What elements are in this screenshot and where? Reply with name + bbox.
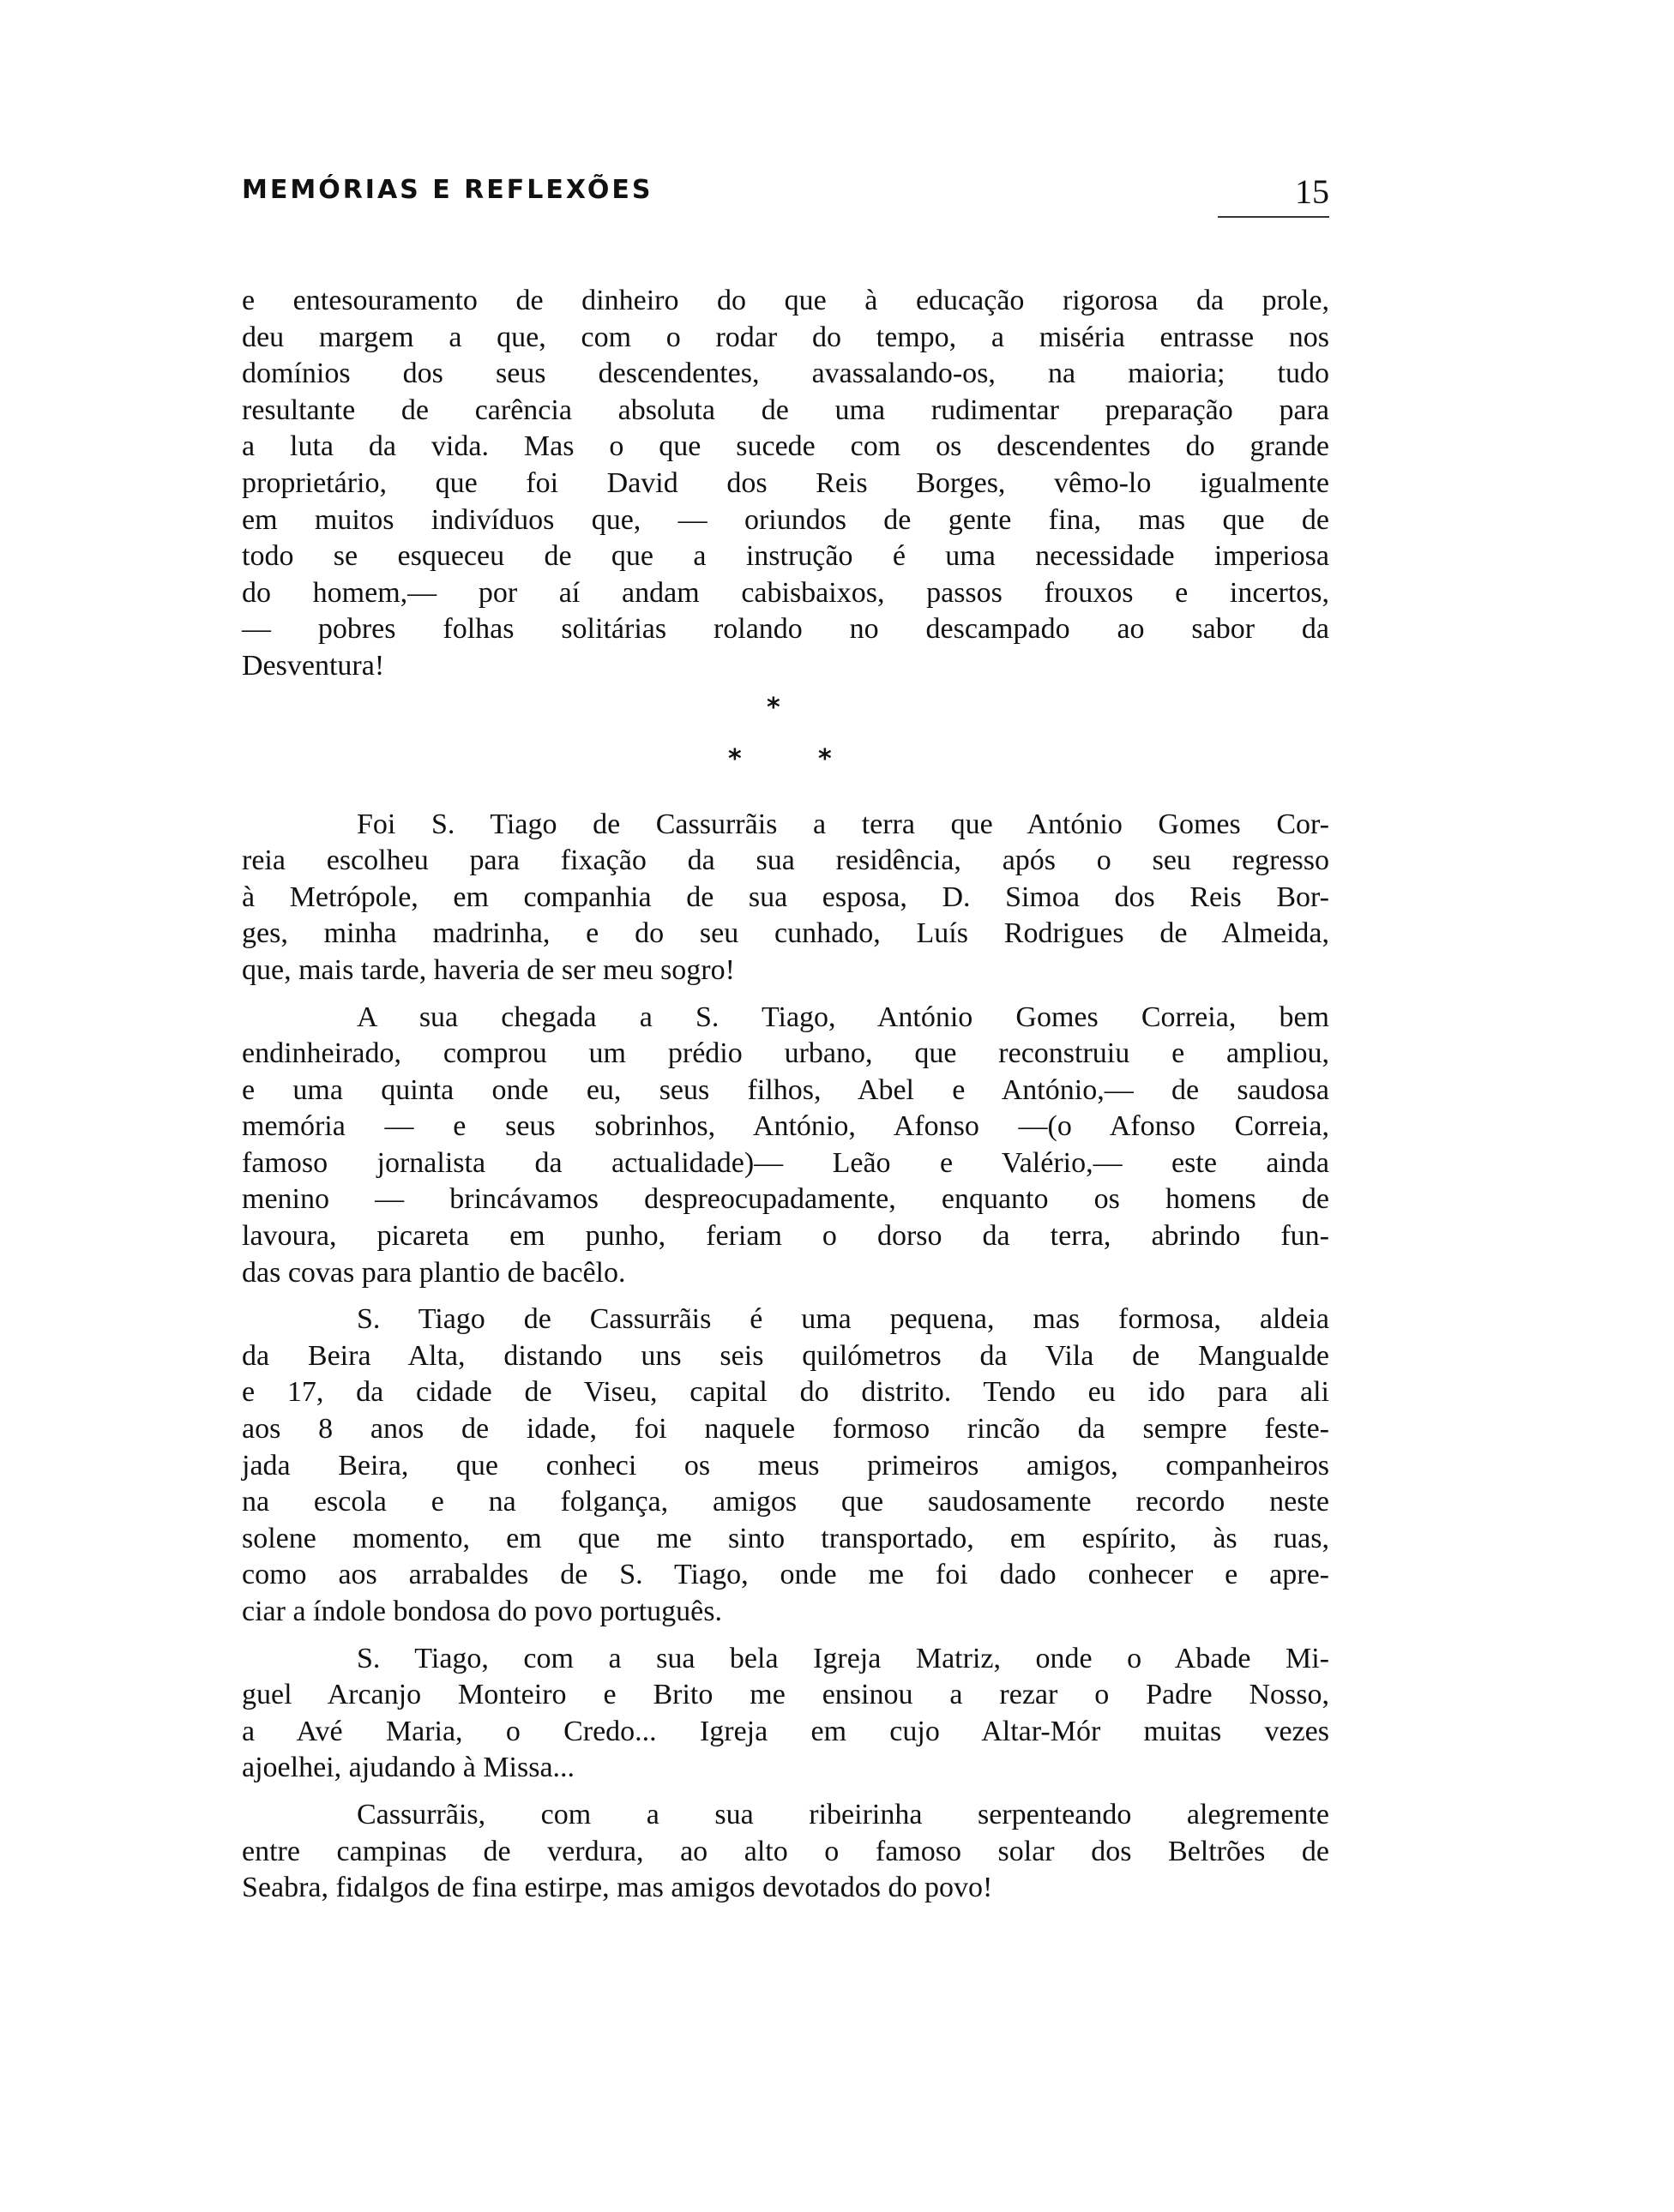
text-line: A sua chegada a S. Tiago, António Gomes Correia, bem bbox=[357, 1001, 1329, 1033]
text-line: ajoelhei, ajudando à Missa... bbox=[242, 1752, 575, 1784]
text-line: aos 8 anos de idade, foi naquele formoso rincão da sempre feste- bbox=[242, 1413, 1329, 1446]
text-line: jada Beira, que conheci os meus primeiros amigos, companheiros bbox=[242, 1449, 1329, 1482]
page-number: 15 bbox=[1295, 172, 1329, 211]
text-line: da Beira Alta, distando uns seis quilómetros da Vila de Mangualde bbox=[242, 1339, 1329, 1372]
paragraph bbox=[242, 1301, 1329, 1630]
text-line: memória — e seus sobrinhos, António, Afonso —(o Afonso Correia, bbox=[242, 1110, 1329, 1143]
paragraph bbox=[242, 1000, 1329, 1292]
text-line: e uma quinta onde eu, seus filhos, Abel e António,— de saudosa bbox=[242, 1073, 1329, 1106]
text-line: e 17, da cidade de Viseu, capital do distrito. Tendo eu ido para ali bbox=[242, 1376, 1329, 1409]
text-line: menino — brincávamos despreocupadamente, enquanto os homens de bbox=[242, 1183, 1329, 1216]
text-line: ciar a índole bondosa do povo português. bbox=[242, 1596, 722, 1627]
paragraph bbox=[242, 283, 1329, 685]
text-line: do homem,— por aí andam cabisbaixos, passos frouxos e incertos, bbox=[242, 576, 1329, 609]
text-line: proprietário, que foi David dos Reis Borges, vêmo-lo igualmente bbox=[242, 466, 1329, 499]
text-line: guel Arcanjo Monteiro e Brito me ensinou a rezar o Padre Nosso, bbox=[242, 1679, 1329, 1711]
text-line: e entesouramento de dinheiro do que à educação rigorosa da prole, bbox=[242, 285, 1329, 316]
text-line: que, mais tarde, haveria de ser meu sogro! bbox=[242, 953, 735, 986]
asterisk-icon: * bbox=[728, 743, 742, 774]
text-line: todo se esqueceu de que a instrução é uma necessidade imperiosa bbox=[242, 540, 1329, 573]
text-line: reia escolheu para fixação da sua residência, após o seu regresso bbox=[242, 845, 1329, 877]
text-line: — pobres folhas solitárias rolando no descampado ao sabor da bbox=[242, 613, 1329, 646]
text-line: na escola e na folgança, amigos que saudosamente recordo neste bbox=[242, 1486, 1329, 1518]
asterism-divider bbox=[242, 685, 1329, 807]
text-line: S. Tiago, com a sua bela Igreja Matriz, onde o Abade Mi- bbox=[357, 1642, 1329, 1674]
text-line: resultante de carência absoluta de uma rudimentar preparação para bbox=[242, 394, 1329, 426]
text-line: endinheirado, comprou um prédio urbano, que reconstruiu e ampliou, bbox=[242, 1037, 1329, 1070]
text-line: Desventura! bbox=[242, 649, 385, 682]
text-line: Foi S. Tiago de Cassurrãis a terra que António Gomes Cor- bbox=[357, 808, 1329, 840]
text-line: famoso jornalista da actualidade)— Leão e Valério,— este ainda bbox=[242, 1146, 1329, 1179]
paragraph bbox=[242, 1641, 1329, 1787]
text-line: Cassurrãis, com a sua ribeirinha serpenteando alegremente bbox=[357, 1798, 1329, 1830]
text-line: entre campinas de verdura, ao alto o famoso solar dos Beltrões de bbox=[242, 1835, 1329, 1867]
running-title: MEMÓRIAS E REFLEXÕES bbox=[242, 175, 653, 205]
body-text bbox=[242, 283, 1329, 1907]
text-line: a Avé Maria, o Credo... Igreja em cujo Altar-Mór muitas vezes bbox=[242, 1715, 1329, 1747]
text-line: à Metrópole, em companhia de sua esposa, D. Simoa dos Reis Bor- bbox=[242, 881, 1329, 913]
paragraph bbox=[242, 807, 1329, 989]
text-line: ges, minha madrinha, e do seu cunhado, Luís Rodrigues de Almeida, bbox=[242, 917, 1329, 950]
text-line: Seabra, fidalgos de fina estirpe, mas amigos devotados do povo! bbox=[242, 1872, 993, 1904]
text-line: domínios dos seus descendentes, avassalando-os, na maioria; tudo bbox=[242, 358, 1329, 390]
text-line: deu margem a que, com o rodar do tempo, a miséria entrasse nos bbox=[242, 321, 1329, 353]
text-line: das covas para plantio de bacêlo. bbox=[242, 1256, 626, 1289]
paragraph bbox=[242, 1797, 1329, 1907]
text-line: em muitos indivíduos que, — oriundos de gente fina, mas que de bbox=[242, 503, 1329, 536]
text-line: a luta da vida. Mas o que sucede com os descendentes do grande bbox=[242, 430, 1329, 463]
text-line: como aos arrabaldes de S. Tiago, onde me foi dado conhecer e apre- bbox=[242, 1559, 1329, 1591]
asterisk-icon: * bbox=[767, 692, 780, 723]
running-head bbox=[242, 171, 1329, 223]
text-line: solene momento, em que me sinto transportado, em espírito, às ruas, bbox=[242, 1522, 1329, 1554]
text-line: lavoura, picareta em punho, feriam o dorso da terra, abrindo fun- bbox=[242, 1220, 1329, 1253]
header-rule bbox=[1218, 216, 1329, 218]
asterisk-icon: * bbox=[818, 743, 832, 774]
text-line: S. Tiago de Cassurrãis é uma pequena, mas formosa, aldeia bbox=[357, 1303, 1329, 1336]
